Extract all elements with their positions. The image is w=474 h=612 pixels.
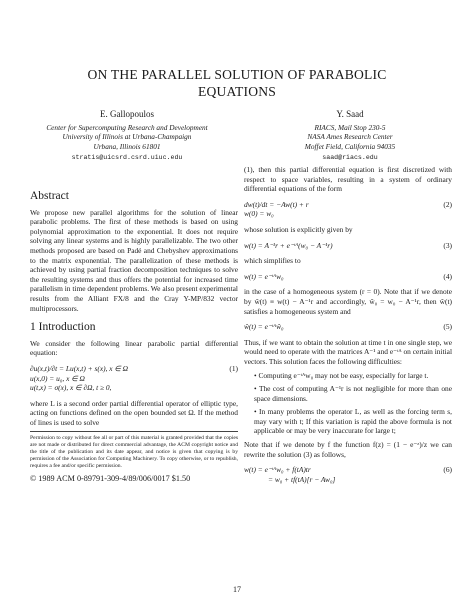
- equation-line: dw(t)/dt = −Aw(t) + r: [244, 199, 309, 209]
- author-affiliation: Center for Supercomputing Research and Development: [46, 122, 208, 132]
- author-block-1: [22, 110, 232, 163]
- equation-number: (6): [443, 465, 452, 475]
- author-affiliation: University of Illinois at Urbana-Champaign: [62, 132, 192, 142]
- abstract-text: We propose new parallel algorithms for the solution of linear parabolic problems. The first of these methods is based on using polynomial approximation to the exponential. It does not require solving any linear systems and is highly parallelizable. The two other methods proposed are based on Padé and Chebyshev approximations to the matrix exponential. The parallelization of these methods is achieved by using partial fraction decomposition techniques to solve the resulting systems and thus offers the potential for increased time parallelism in time dependent problems. We also present experimental results from the Alliant FX/8 and the Cray Y-MP/832 vector multiprocessors.: [30, 207, 238, 313]
- list-item-text: Computing e⁻ᵗᴬw₀ may not be easy, especially for large t.: [258, 370, 429, 380]
- title-line-2: EQUATIONS: [197, 84, 277, 99]
- section-heading: 1 Introduction: [30, 321, 96, 334]
- abstract-heading: Abstract: [30, 190, 69, 202]
- equation-5: [244, 322, 452, 332]
- equation-line: ŵ(t) = e⁻ᵗᴬŵ₀: [244, 322, 284, 332]
- equation-line: u(x,0) = u₀, x ∈ Ω: [30, 373, 85, 383]
- list-item-text: In many problems the operator L, as well as the forcing term s, may vary with t; If this variation is rapid the above formula is not applicable or may be very inaccurate for large t;: [254, 407, 452, 436]
- left-column: [30, 192, 238, 484]
- paragraph: where L is a second order partial differential operator of elliptic type, acting on functions defined on the open bounded set Ω. If the method of lines is used to solve: [30, 398, 238, 427]
- author-affiliation: NASA Ames Research Center: [307, 132, 393, 142]
- paragraph: which simplifies to: [244, 256, 301, 266]
- list-item: • In many problems the operator L, as well as the forcing term s, may vary with t; If this variation is rapid the above formula is not applicable or may be very inaccurate for large t;: [254, 407, 452, 436]
- copyright-line: © 1989 ACM 0-89791-309-4/89/006/0017 $1.50: [30, 474, 191, 484]
- list-item: • The cost of computing A⁻¹r is not negligible for more than one space dimensions.: [254, 384, 452, 403]
- equation-line: w(t) = e⁻ᵗᴬw₀: [244, 271, 284, 281]
- equation-1: [30, 364, 238, 393]
- author-affiliation: RIACS, Mail Stop 230-5: [314, 122, 386, 132]
- equation-line: = w₀ + tf(tA)[r − Aw₀]: [268, 474, 336, 484]
- author-block-2: [250, 110, 450, 163]
- equation-number: (5): [443, 322, 452, 332]
- paragraph: whose solution is explicitly given by: [244, 224, 353, 234]
- equation-line: w(0) = w₀: [244, 209, 274, 219]
- paragraph: We consider the following linear parabolic partial differential equation:: [30, 338, 238, 358]
- equation-2: [244, 200, 452, 219]
- author-email: saad@riacs.edu: [322, 154, 378, 162]
- bullet-list: [244, 371, 452, 437]
- author-name: Y. Saad: [336, 109, 364, 119]
- permission-notice: Permission to copy without fee all or part of this material is granted provided that the copies are not made or distributed for direct commercial advantage, the ACM copyright notice and the title of the publication and its date appear, and notice is given that copying is by permission of the Association for Computing Machinery. To copy otherwise, or to republish, requires a fee and/or specific permission.: [30, 431, 238, 470]
- equation-3: [244, 241, 452, 251]
- page-number: 17: [233, 585, 241, 594]
- equation-line: u(t,x) = σ(x), x ∈ ∂Ω, t ≥ 0,: [30, 383, 112, 393]
- equation-number: (3): [443, 240, 452, 250]
- paragraph: Note that if we denote by f the function f(z) = (1 − e⁻ᶻ)/z we can rewrite the solution (3) as follows,: [244, 440, 452, 459]
- equation-number: (4): [443, 271, 452, 281]
- equation-4: [244, 272, 452, 282]
- author-address: Moffet Field, California 94035: [304, 141, 396, 151]
- equation-line: w(t) = A⁻¹r + e⁻ᵗᴬ(w₀ − A⁻¹r): [244, 240, 333, 250]
- equation-number: (1): [229, 363, 238, 373]
- paragraph: in the case of a homogeneous system (r = 0). Note that if we denote by ŵ(t) ≡ w(t) − A⁻¹r and accordingly, ŵ₀ = w₀ − A⁻¹r, then ŵ(t) satisfies a homogeneous system and: [244, 287, 452, 316]
- equation-number: (2): [443, 199, 452, 209]
- title-line-1: ON THE PARALLEL SOLUTION OF PARABOLIC: [87, 67, 387, 82]
- equation-6: [244, 465, 452, 484]
- author-email: stratis@uicsrd.csrd.uiuc.edu: [71, 154, 183, 162]
- author-name: E. Gallopoulos: [100, 109, 154, 119]
- author-address: Urbana, Illinois 61801: [93, 141, 161, 151]
- paper-title: [20, 66, 454, 100]
- list-item: • Computing e⁻ᵗᴬw₀ may not be easy, especially for large t.: [254, 370, 429, 380]
- paragraph: Thus, if we want to obtain the solution at time t in one single step, we would need to operate with the matrices A⁻¹ and e⁻ᵗᴬ on certain initial vectors. This solution faces the following difficulties:: [244, 337, 452, 366]
- right-column: [244, 165, 452, 490]
- equation-line: ∂u(x,t)/∂t = Lu(x,t) + s(x), x ∈ Ω: [30, 363, 129, 373]
- equation-line: w(t) = e⁻ᵗᴬw₀ + f(tA)tr: [244, 465, 311, 475]
- paragraph: (1), then this partial differential equation is first discretized with respect to space variables, resulting in a system of ordinary differential equations of the form: [244, 165, 452, 194]
- list-item-text: The cost of computing A⁻¹r is not negligible for more than one space dimensions.: [254, 384, 452, 403]
